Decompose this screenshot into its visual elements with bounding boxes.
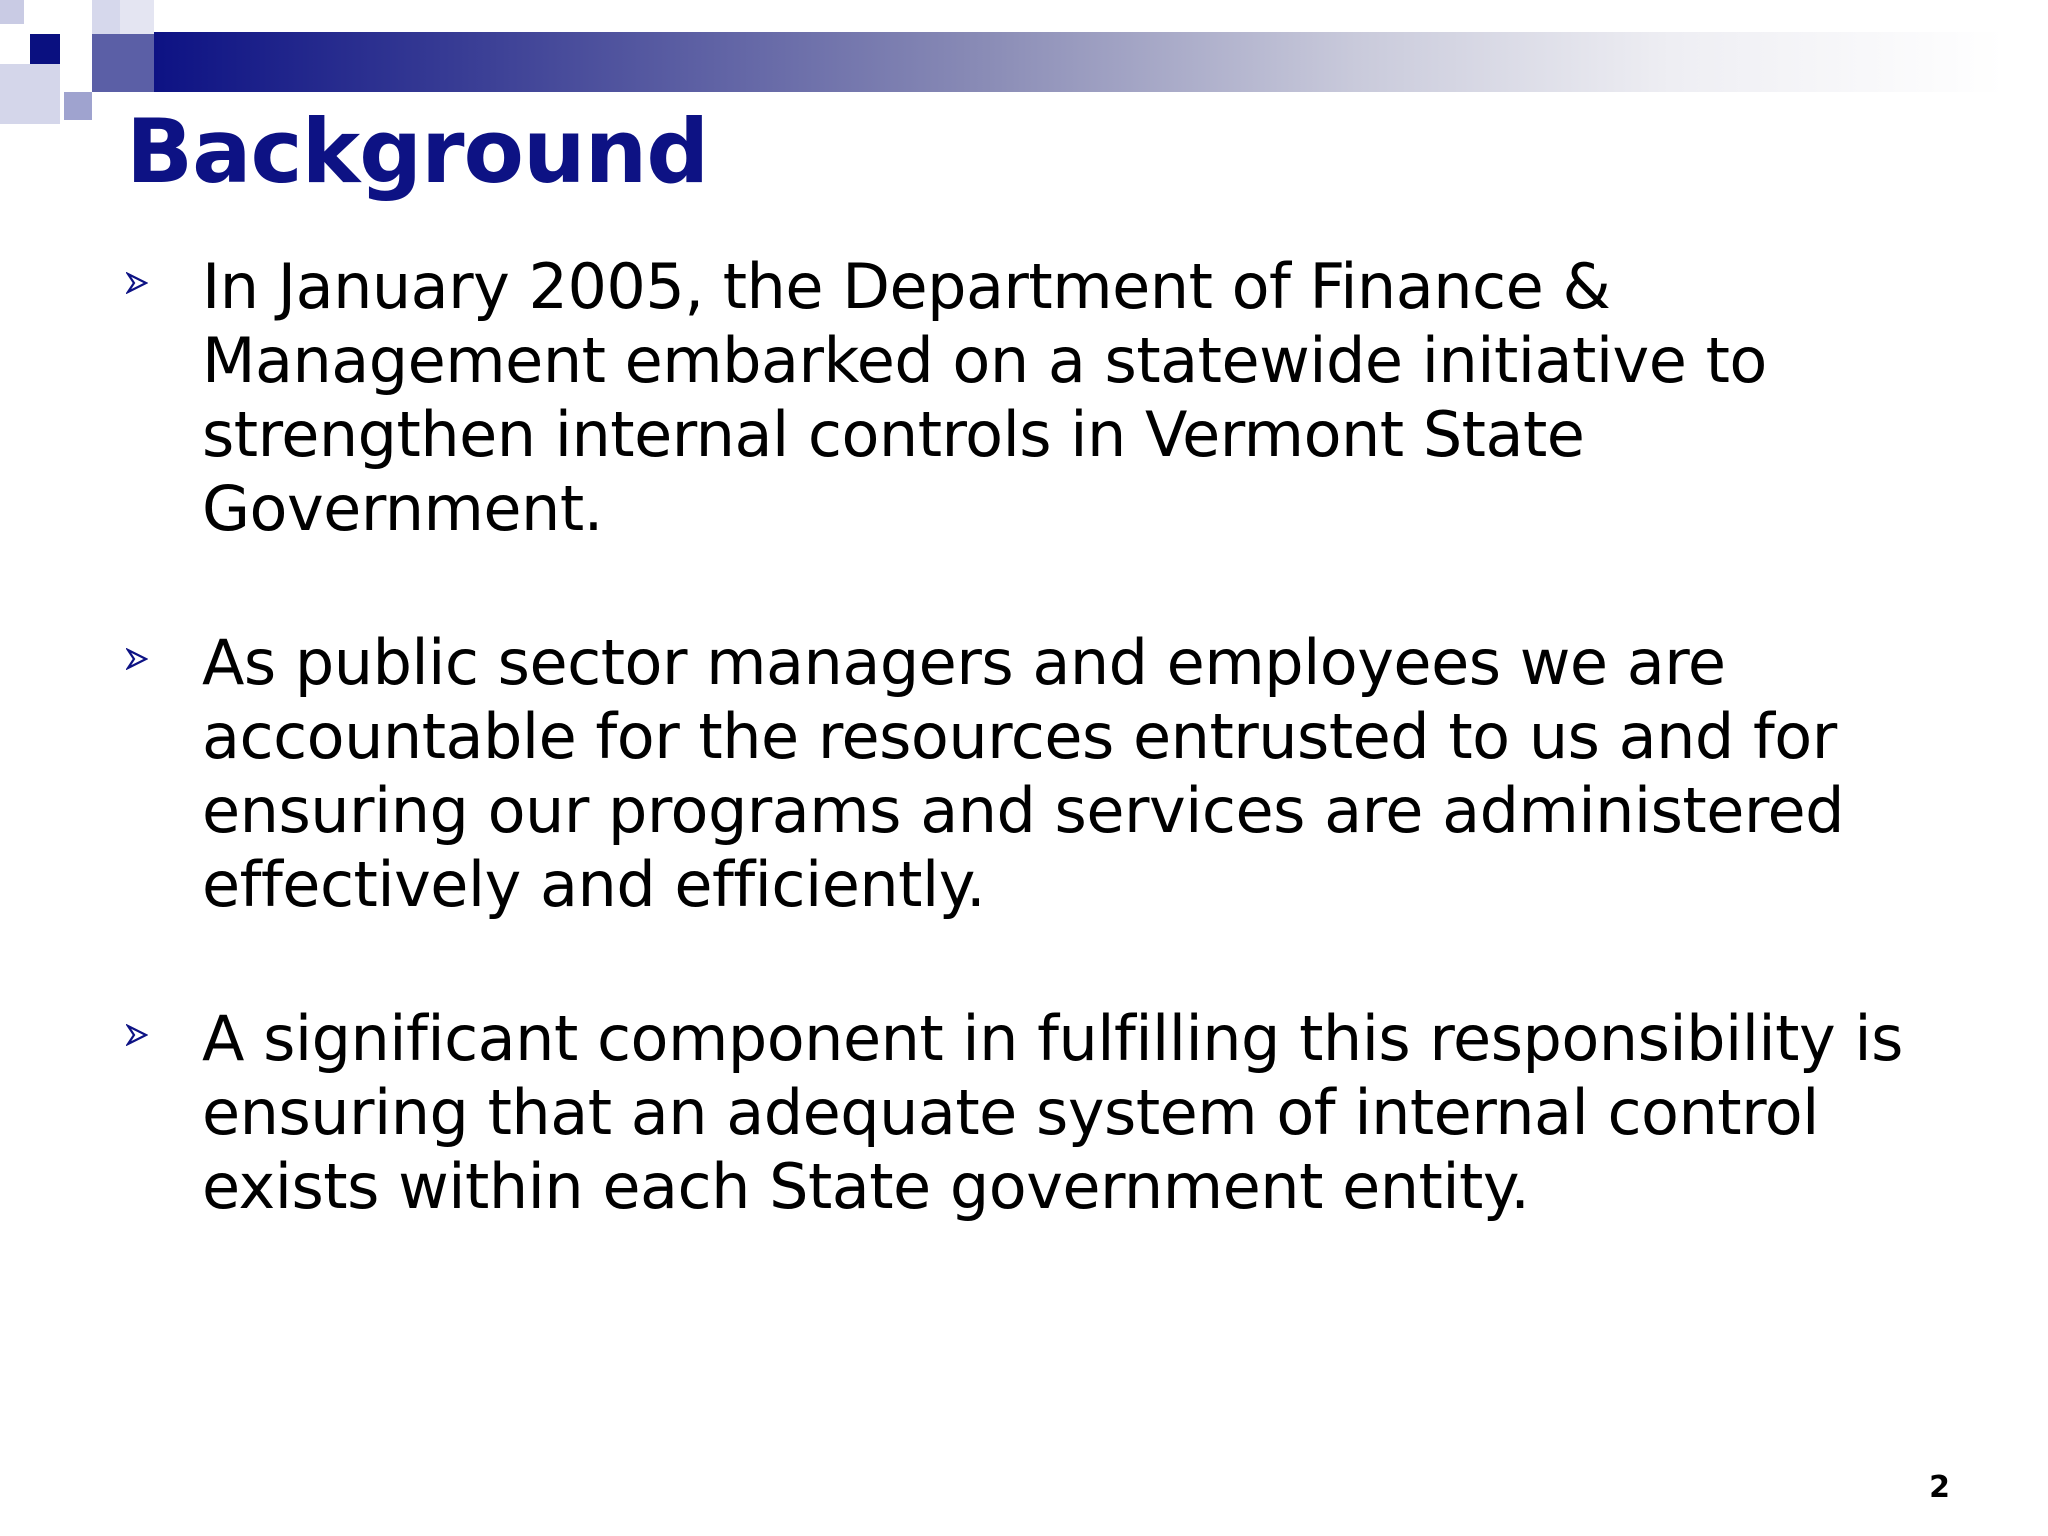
bullet-text: A significant component in fulfilling this responsibility is ensuring that an adequate system of internal control exists within each State government entity. — [202, 1002, 1903, 1223]
bullet-item — [126, 1002, 1926, 1224]
arrow-bullet-icon — [126, 1002, 202, 1046]
decor-square — [120, 0, 154, 34]
bullet-item — [126, 250, 1926, 546]
arrow-bullet-icon — [126, 250, 202, 294]
page-number: 2 — [1929, 1470, 1950, 1505]
decor-square — [92, 34, 154, 92]
decor-square — [30, 34, 60, 64]
decor-square — [64, 92, 92, 120]
bullet-list — [126, 250, 1926, 1224]
decor-square — [0, 64, 60, 124]
bullet-text: As public sector managers and employees we are accountable for the resources entrusted to us and for ensuring our programs and services are administered effectively and efficiently. — [202, 626, 1844, 921]
bullet-text: In January 2005, the Department of Finance & Management embarked on a statewide initiative to strengthen internal controls in Vermont State Government. — [202, 250, 1767, 545]
slide-title: Background — [126, 100, 709, 203]
bullet-item — [126, 626, 1926, 922]
arrow-bullet-icon — [126, 626, 202, 670]
header-gradient-banner — [154, 32, 2004, 92]
decor-square — [0, 0, 24, 24]
